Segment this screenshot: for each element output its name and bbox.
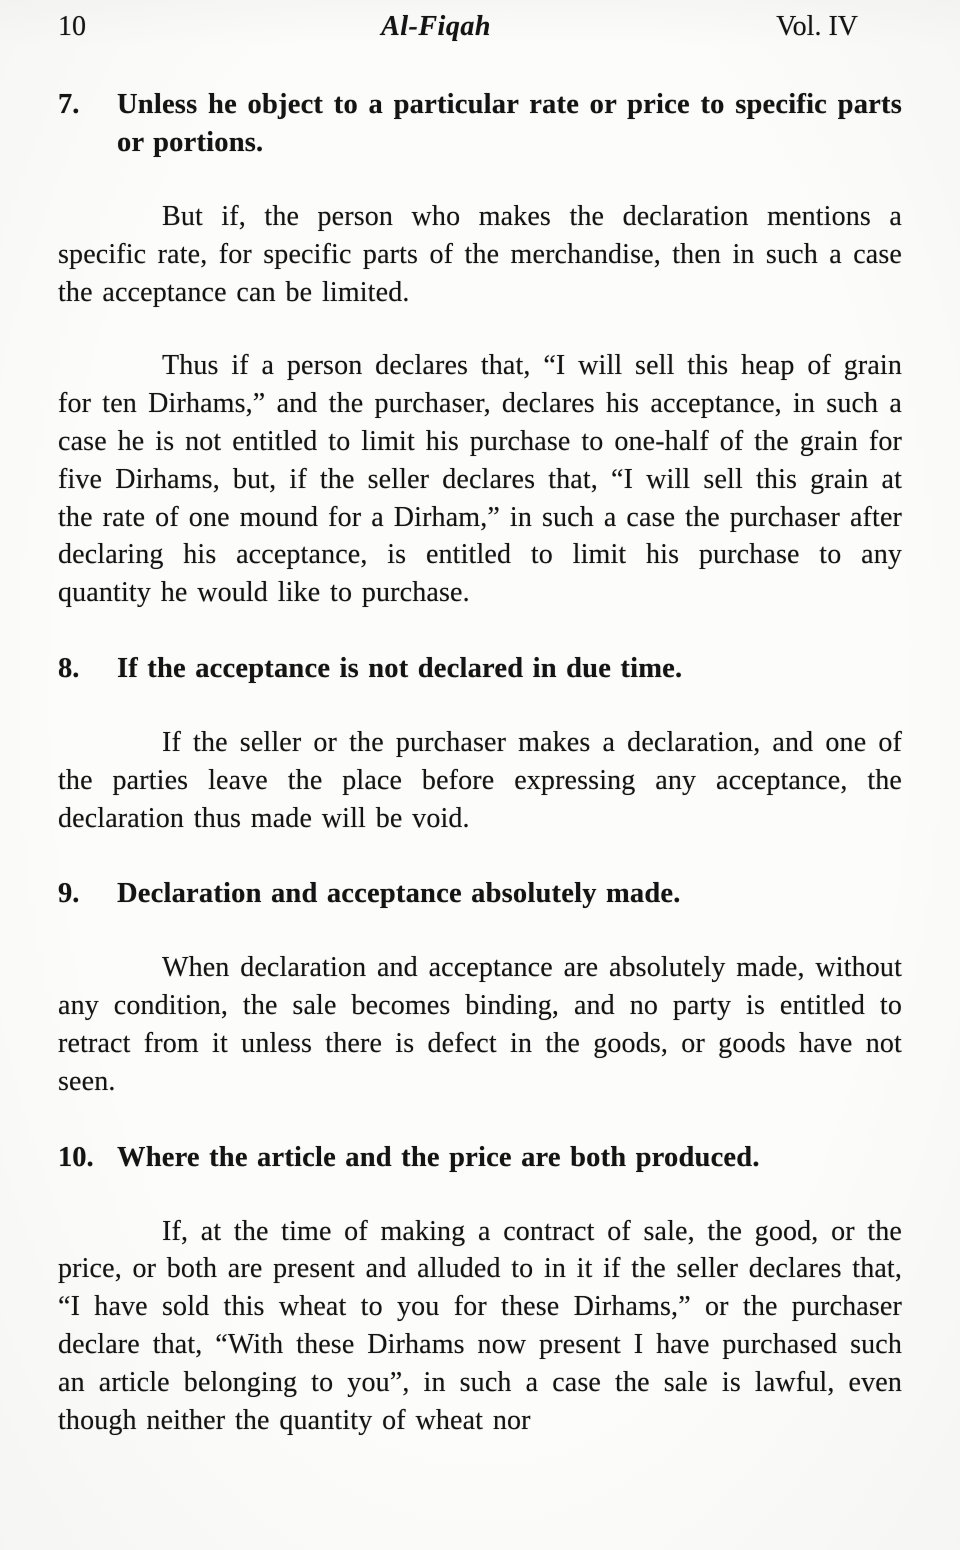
section-number: 7. xyxy=(58,89,80,120)
paragraph: But if, the person who makes the declaration mentions a specific rate, for specific parts of the merchandise, then in such a case the acceptance can be limited. xyxy=(58,201,902,308)
paragraph: If the seller or the purchaser makes a declaration, and one of the parties leave the place before expressing any acceptance, the declaration thus made will be void. xyxy=(58,726,902,834)
section-9 xyxy=(58,875,902,1100)
section-8 xyxy=(58,650,902,837)
volume-label: Vol. IV xyxy=(776,11,858,42)
section-number: 10. xyxy=(58,1141,94,1173)
section-9-heading xyxy=(58,875,902,913)
section-title: If the acceptance is not declared in due time. xyxy=(117,652,683,684)
section-title: Unless he object to a particular rate or price to specific parts or portions. xyxy=(117,89,902,158)
book-title: Al-Fiqah xyxy=(381,11,491,42)
section-title: Declaration and acceptance absolutely made. xyxy=(117,878,681,910)
section-title: Where the article and the price are both produced. xyxy=(117,1141,760,1173)
paragraph: If, at the time of making a contract of sale, the good, or the price, or both are present and alluded to in it if the seller declares that, “I have sold this wheat to you for these Dirhams,” or the purchaser declare that, “With these Dirhams now present I have purchased such an article belonging to you”, in such a case the sale is lawful, even though neither the quantity of wheat nor xyxy=(58,1215,902,1436)
paragraph: When declaration and acceptance are absolutely made, without any condition, the sale becomes binding, and no party is entitled to retract from it unless there is defect in the goods, or goods have not seen. xyxy=(58,952,902,1097)
page-header xyxy=(58,8,902,46)
section-7-heading xyxy=(58,86,902,162)
section-number: 9. xyxy=(58,878,80,910)
section-7 xyxy=(58,86,902,612)
section-10-heading xyxy=(58,1139,902,1177)
section-8-heading xyxy=(58,650,902,688)
page-number: 10 xyxy=(58,11,86,42)
section-number: 8. xyxy=(58,652,80,684)
section-10 xyxy=(58,1139,902,1440)
paragraph: Thus if a person declares that, “I will sell this heap of grain for ten Dirhams,” and the purchaser, declares his acceptance, in such a case he is not entitled to limit his purchase to one-half of the grain for five Dirhams, but, if the seller declares that, “I will sell this grain at the rate of one mound for a Dirham,” in such a case the purchaser after declaring his acceptance, is entitled to limit his purchase to any quantity he would like to purchase. xyxy=(58,350,902,609)
